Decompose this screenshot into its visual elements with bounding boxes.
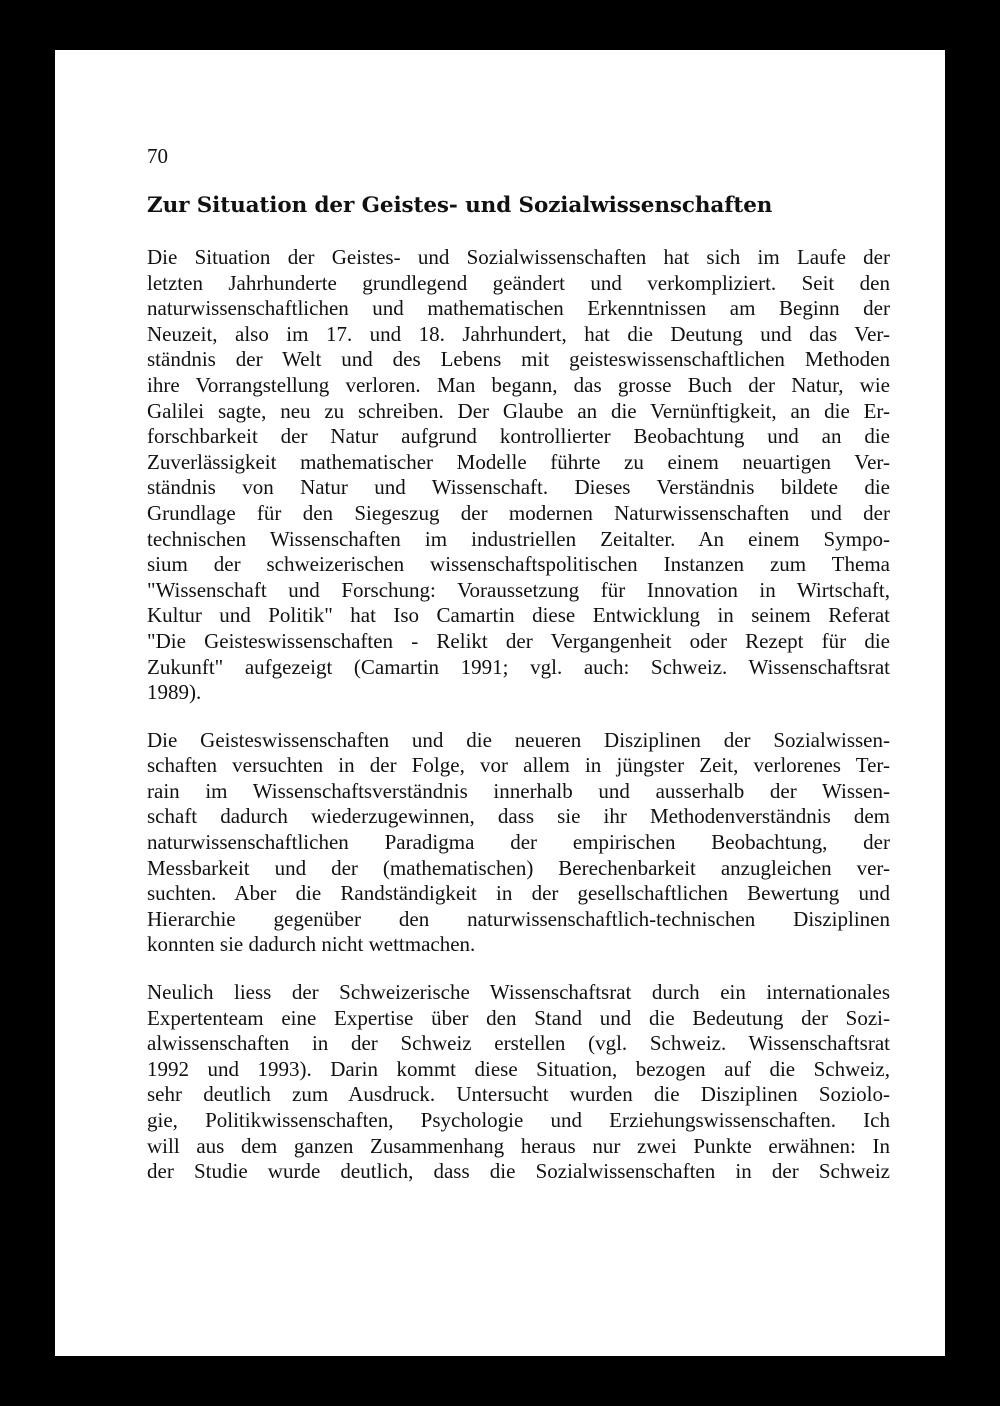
text-line: schaft dadurch wiederzugewinnen, dass sie ihr Methodenverständnis dem bbox=[147, 804, 890, 829]
text-line: rain im Wissenschaftsverständnis innerhalb und ausserhalb der Wissen- bbox=[147, 778, 890, 803]
text-line: Die Geisteswissenschaften und die neueren Disziplinen der Sozialwissen- bbox=[147, 727, 890, 752]
text-line: Neulich liess der Schweizerische Wissenschaftsrat durch ein internationales bbox=[147, 980, 890, 1005]
paragraph-2 bbox=[147, 728, 890, 958]
text-line: Galilei sagte, neu zu schreiben. Der Glaube an die Vernünftigkeit, an die Er- bbox=[147, 398, 890, 423]
text-line: Neuzeit, also im 17. und 18. Jahrhundert, hat die Deutung und das Ver- bbox=[147, 321, 890, 346]
text-line: sehr deutlich zum Ausdruck. Untersucht wurden die Disziplinen Soziolo- bbox=[147, 1082, 890, 1107]
text-line: alwissenschaften in der Schweiz erstellen (vgl. Schweiz. Wissenschaftsrat bbox=[147, 1031, 890, 1056]
text-line: der Studie wurde deutlich, dass die Sozialwissenschaften in der Schweiz bbox=[147, 1159, 890, 1184]
text-line: 1992 und 1993). Darin kommt diese Situation, bezogen auf die Schweiz, bbox=[147, 1056, 890, 1081]
paragraph-1 bbox=[147, 245, 890, 706]
text-line: Zukunft" aufgezeigt (Camartin 1991; vgl. auch: Schweiz. Wissenschaftsrat bbox=[147, 654, 890, 679]
text-line: "Die Geisteswissenschaften - Relikt der Vergangenheit oder Rezept für die bbox=[147, 628, 890, 653]
text-line: ständnis von Natur und Wissenschaft. Dieses Verständnis bildete die bbox=[147, 475, 890, 500]
text-line: schaften versuchten in der Folge, vor allem in jüngster Zeit, verlorenes Ter- bbox=[147, 753, 890, 778]
text-line: ihre Vorrangstellung verloren. Man begann, das grosse Buch der Natur, wie bbox=[147, 372, 890, 397]
page-number: 70 bbox=[147, 144, 168, 168]
text-line: Zuverlässigkeit mathematischer Modelle führte zu einem neuartigen Ver- bbox=[147, 449, 890, 474]
text-line: letzten Jahrhunderte grundlegend geändert und verkompliziert. Seit den bbox=[147, 270, 890, 295]
text-line: naturwissenschaftlichen Paradigma der empirischen Beobachtung, der bbox=[147, 830, 890, 855]
text-line: Expertenteam eine Expertise über den Stand und die Bedeutung der Sozi- bbox=[147, 1005, 890, 1030]
text-line: naturwissenschaftlichen und mathematischen Erkenntnissen am Beginn der bbox=[147, 296, 890, 321]
text-line: ständnis der Welt und des Lebens mit geisteswissenschaftlichen Methoden bbox=[147, 347, 890, 372]
text-line: Hierarchie gegenüber den naturwissenschaftlich-technischen Disziplinen bbox=[147, 906, 890, 931]
text-line: Messbarkeit und der (mathematischen) Berechenbarkeit anzugleichen ver- bbox=[147, 855, 890, 880]
document-page bbox=[55, 50, 945, 1356]
text-line: suchten. Aber die Randständigkeit in der gesellschaftlichen Bewertung und bbox=[147, 881, 890, 906]
body-text bbox=[147, 245, 890, 1207]
text-line: konnten sie dadurch nicht wettmachen. bbox=[147, 932, 476, 957]
text-line: 1989). bbox=[147, 680, 202, 705]
text-line: gie, Politikwissenschaften, Psychologie und Erziehungswissenschaften. Ich bbox=[147, 1108, 890, 1132]
paragraph-3 bbox=[147, 980, 890, 1185]
text-line: Die Situation der Geistes- und Sozialwissenschaften hat sich im Laufe der bbox=[147, 245, 890, 269]
text-line: technischen Wissenschaften im industriellen Zeitalter. An einem Sympo- bbox=[147, 526, 890, 551]
text-line: sium der schweizerischen wissenschaftspolitischen Instanzen zum Thema bbox=[147, 552, 890, 577]
text-line: Kultur und Politik" hat Iso Camartin diese Entwicklung in seinem Referat bbox=[147, 603, 890, 628]
section-heading: Zur Situation der Geistes- und Sozialwissenschaften bbox=[147, 193, 773, 218]
text-line: "Wissenschaft und Forschung: Voraussetzung für Innovation in Wirtschaft, bbox=[147, 577, 890, 602]
text-line: will aus dem ganzen Zusammenhang heraus nur zwei Punkte erwähnen: In bbox=[147, 1133, 890, 1158]
text-line: Grundlage für den Siegeszug der modernen Naturwissenschaften und der bbox=[147, 500, 890, 525]
text-line: forschbarkeit der Natur aufgrund kontrollierter Beobachtung und an die bbox=[147, 424, 890, 449]
